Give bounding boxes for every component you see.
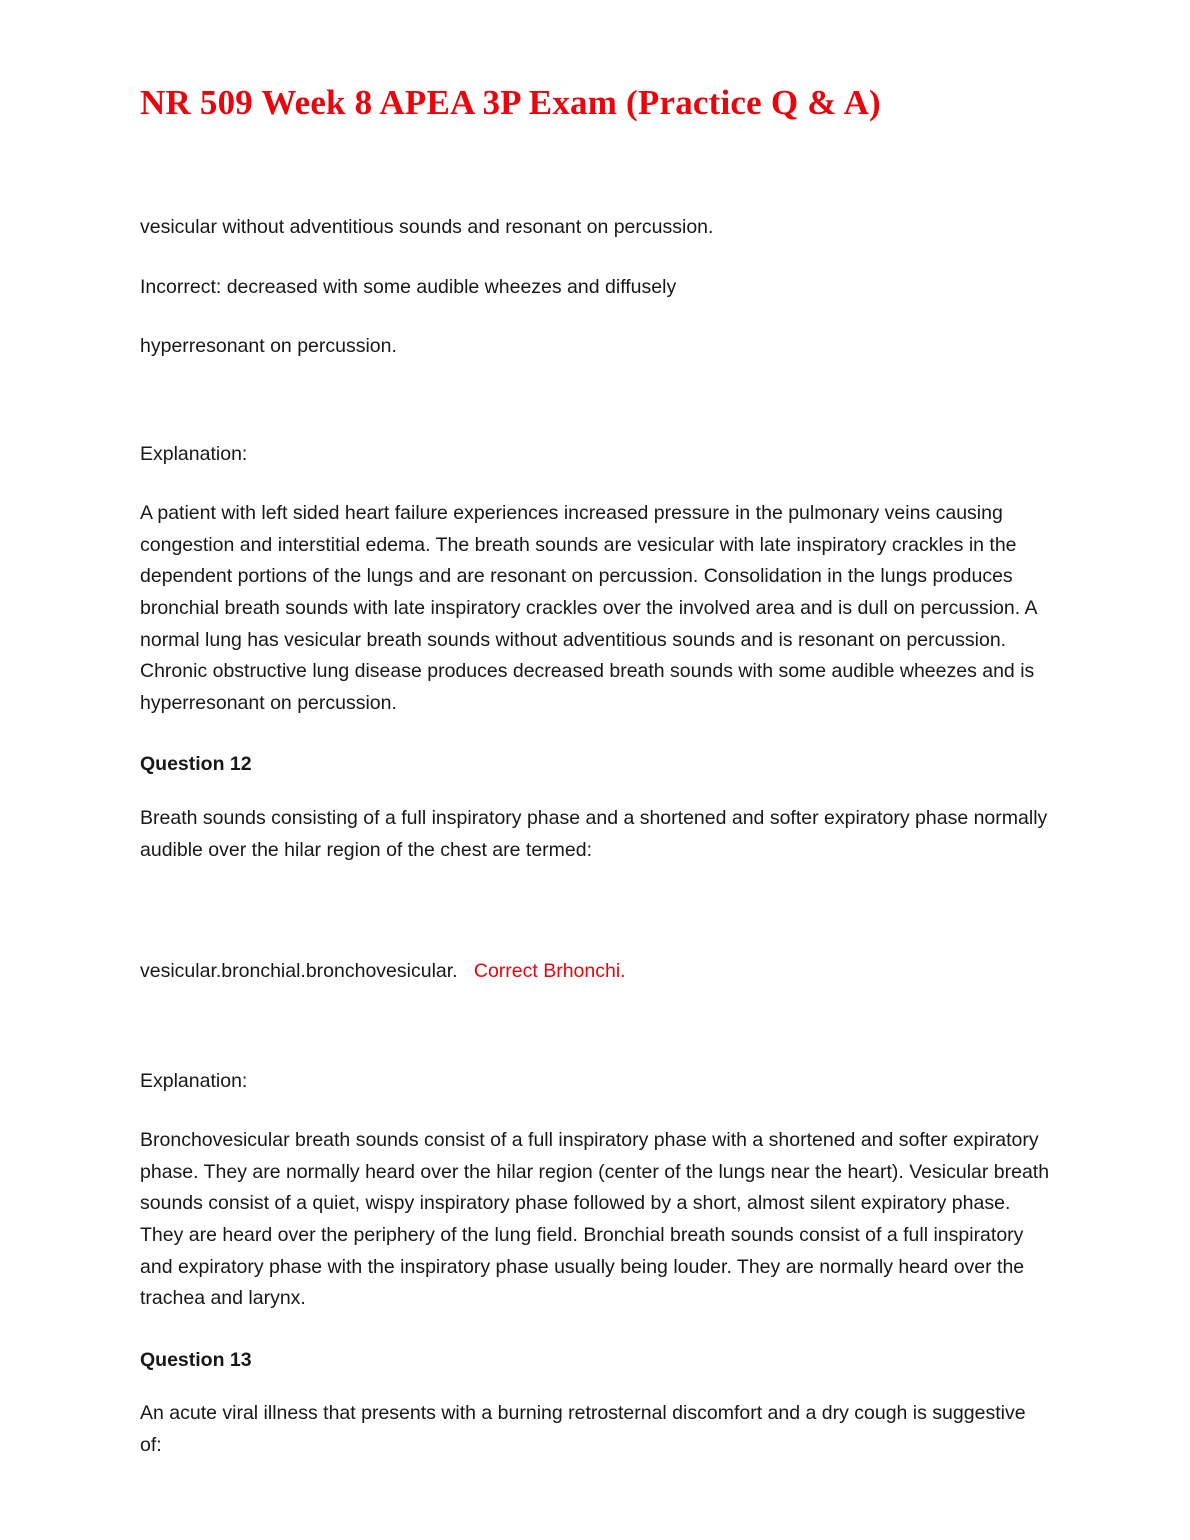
question-13-stem: An acute viral illness that presents with a burning retrosternal discomfort and a dry cough is suggestive of: — [140, 1402, 1026, 1456]
explanation-1-text: A patient with left sided heart failure experiences increased pressure in the pulmonary veins causing congestion and interstitial edema. The breath sounds are vesicular with late inspiratory crackles in the dependent portions of the lungs and are resonant on percussion. Consolidation in the lungs produces bronchial breath sounds with late inspiratory crackles over the involved area and is dull on percussion. A normal lung has vesicular breath sounds without adventitious sounds and is resonant on percussion. Chronic obstructive lung disease produces decreased breath sounds with some audible wheezes and is hyperresonant on percussion. — [140, 502, 1037, 714]
question-12-explanation-label: Explanation: — [140, 1069, 248, 1092]
question-12-gap — [140, 894, 1050, 956]
question-12-options: vesicular.bronchial.bronchovesicular. — [140, 960, 458, 983]
page-title: NR 509 Week 8 APEA 3P Exam (Practice Q & A) — [140, 83, 881, 122]
explanation-1-label: Explanation: — [140, 442, 248, 465]
question-12-answers — [140, 956, 1050, 988]
top-fragment-line-3: hyperresonant on percussion. — [140, 335, 397, 358]
explanation-1 — [140, 439, 1050, 720]
question-12-heading: Question 12 — [140, 753, 252, 776]
top-fragment-line-2: Incorrect: decreased with some audible wheezes and diffusely — [140, 275, 677, 298]
question-12-explanation-text: Bronchovesicular breath sounds consist of a full inspiratory phase with a shortened and softer expiratory phase. They are normally heard over the hilar region (center of the lungs near the heart). Vesicular breath sounds consist of a quiet, wispy inspiratory phase followed by a short, almost silent expiratory phase. They are heard over the periphery of the lung field. Bronchial breath sounds consist of a full inspiratory and expiratory phase with the inspiratory phase usually being louder. They are normally heard over the trachea and larynx. — [140, 1129, 1050, 1310]
top-fragment — [140, 212, 1050, 363]
title-spacer — [140, 124, 1050, 212]
question-12-stem: Breath sounds consisting of a full inspiratory phase and a shortened and softer expiratory phase normally audible over the hilar region of the chest are termed: — [140, 806, 1048, 861]
question-12-correct-answer: Correct Brhonchi. — [473, 960, 626, 983]
question-13-block — [140, 1345, 1050, 1462]
fragment-spacer — [140, 393, 1050, 439]
question-13-heading: Question 13 — [140, 1348, 252, 1371]
question-12-post-gap — [140, 988, 1050, 1066]
question-12-block — [140, 749, 1050, 1314]
top-fragment-line-1: vesicular without adventitious sounds and resonant on percussion. — [140, 216, 714, 238]
